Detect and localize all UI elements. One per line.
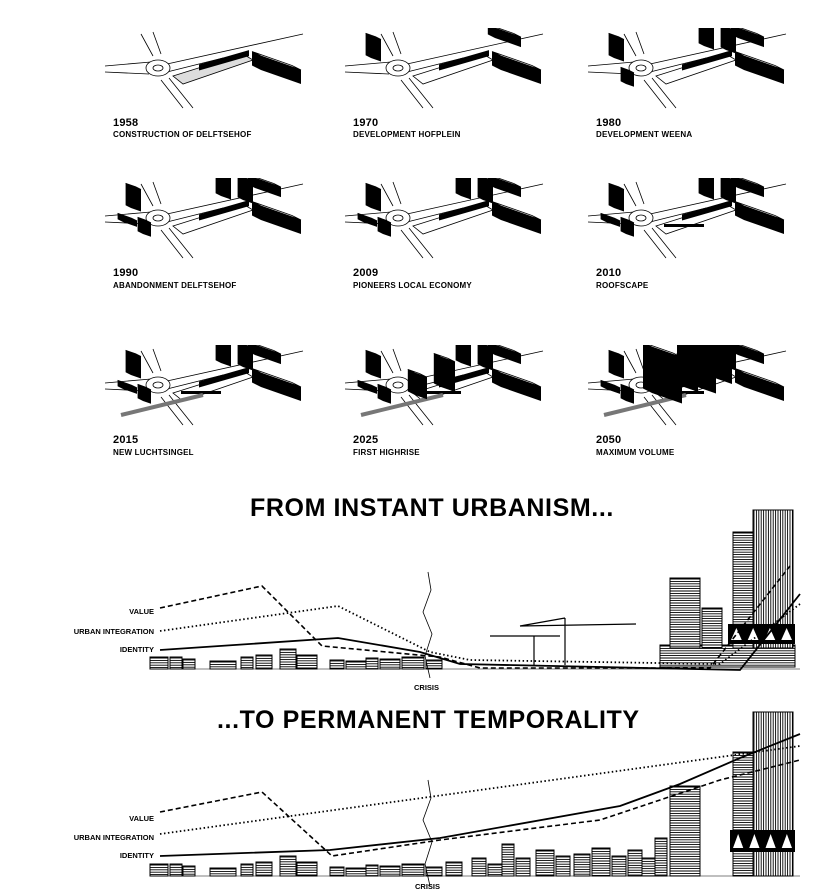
iso-block-2050 [586,345,796,429]
small-building [380,659,400,669]
timeline-caption: ABANDONMENT DELFTSEHOF [113,281,237,290]
small-building [297,862,317,876]
small-building [574,854,590,876]
top-label-identity: IDENTITY [119,645,154,654]
small-building [183,659,195,669]
timeline-year: 1990 [113,267,139,279]
timeline-year: 2009 [353,267,379,279]
timeline-year: 1970 [353,117,379,129]
small-building [346,661,366,669]
small-building [446,862,462,876]
tower [670,786,700,876]
small-building [241,657,253,669]
top-diagram [0,500,830,690]
small-building [330,867,344,876]
timeline-caption: FIRST HIGHRISE [353,448,420,457]
iso-block-2015 [103,345,313,429]
small-building [170,657,182,669]
bottom-diagram-title: ...TO PERMANENT TEMPORALITY [217,706,640,734]
bottom-label-identity: IDENTITY [119,851,154,860]
timeline-caption: DEVELOPMENT HOFPLEIN [353,130,461,139]
timeline-caption: ROOFSCAPE [596,281,649,290]
top-diagram-title: FROM INSTANT URBANISM... [250,494,614,522]
timeline-year: 1958 [113,117,139,129]
timeline-year: 2050 [596,434,622,446]
timeline-year: 2025 [353,434,379,446]
top-label-urban-integration: URBAN INTEGRATION [73,627,154,636]
tower [670,578,700,648]
small-building [592,848,610,876]
timeline-caption: NEW LUCHTSINGEL [113,448,194,457]
small-building [366,658,378,669]
small-building [655,838,667,876]
iso-block-1980 [586,28,796,112]
small-building [346,868,366,876]
timeline-year: 2010 [596,267,622,279]
small-building [612,856,626,876]
identity-line [160,734,800,856]
small-building [183,866,195,876]
iso-block-2010 [586,178,796,262]
small-building [210,868,236,876]
small-building [256,862,272,876]
iso-block-2009 [343,178,553,262]
small-building [241,864,253,876]
top-label-value: VALUE [129,607,154,616]
small-building [628,850,642,876]
timeline-caption: MAXIMUM VOLUME [596,448,675,457]
small-building [210,661,236,669]
small-building [472,858,486,876]
small-building [426,867,442,876]
small-building [642,858,656,876]
crane [490,618,636,665]
bottom-diagram [0,700,830,890]
top-crisis-label: CRISIS [414,683,440,692]
timeline-caption: CONSTRUCTION OF DELFTSEHOF [113,130,252,139]
small-building [297,655,317,669]
timeline-caption: DEVELOPMENT WEENA [596,130,693,139]
small-building [402,657,424,669]
small-building [150,864,168,876]
small-building [402,864,424,876]
bottom-label-urban-integration: URBAN INTEGRATION [73,833,154,842]
timeline-year: 1980 [596,117,622,129]
small-building [170,864,182,876]
small-building [536,850,554,876]
small-building [280,856,296,876]
small-building [366,865,378,876]
small-building [426,660,442,669]
small-building [256,655,272,669]
small-building [488,864,502,876]
small-building [280,649,296,669]
small-building [502,844,514,876]
bottom-label-value: VALUE [129,814,154,823]
iso-block-1970 [343,28,553,112]
timeline-caption: PIONEERS LOCAL ECONOMY [353,281,472,290]
iso-block-1990 [103,178,313,262]
bottom-crisis-label: CRISIS [415,882,441,891]
small-building [556,856,570,876]
timeline-year: 2015 [113,434,139,446]
small-building [516,858,530,876]
iso-block-2025 [343,345,553,429]
small-building [150,657,168,669]
integration-line [160,746,800,834]
tower [702,608,722,648]
small-building [330,660,344,669]
iso-block-1958 [103,28,313,112]
small-building [380,866,400,876]
